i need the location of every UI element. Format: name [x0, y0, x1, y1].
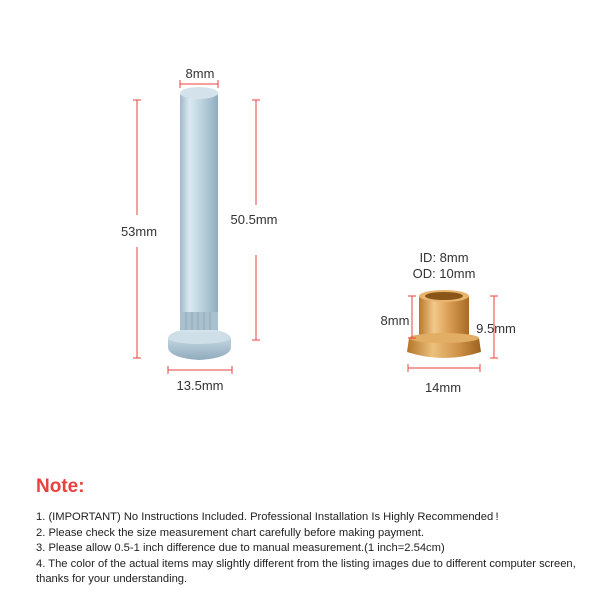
pin-shank-length-label: 50.5mm [230, 212, 278, 227]
bushing-flange-diameter-dimension [408, 364, 480, 395]
pin-total-length-label: 53mm [120, 224, 158, 239]
notes-title: Note: [36, 476, 85, 497]
bushing-flange-diameter-label: 14mm [424, 380, 462, 395]
bushing-outer-diameter-label: OD: 10mm [412, 266, 476, 281]
note-item-2: 2. Please check the size measurement chart carefully before making payment. [36, 526, 425, 539]
note-item-1: 1. (IMPORTANT) No Instructions Included. Professional Installation Is Highly Recommended ! [36, 511, 499, 523]
note-item-3: 3. Please allow 0.5-1 inch difference due to manual measurement.(1 inch=2.54cm) [36, 542, 445, 554]
bushing-total-height-label: 9.5mm [476, 321, 516, 336]
note-item-4: 4. The color of the actual items may slightly different from the listing images due to different computer screen, thanks for your understanding. [36, 557, 576, 585]
pin-head-diameter-label: 13.5mm [176, 378, 224, 393]
bushing-inner-diameter-label: ID: 8mm [419, 250, 469, 265]
pin-illustration [168, 87, 231, 360]
pin-shank-length-dimension [231, 100, 278, 340]
pin-width-label: 8mm [185, 66, 215, 81]
bushing-illustration [407, 290, 481, 358]
bushing-total-height-dimension [476, 296, 516, 358]
pin-head-diameter-dimension [168, 366, 232, 393]
notes-section [36, 476, 592, 588]
bushing-shank-height-dimension [381, 296, 416, 338]
pin-width-dimension [180, 66, 218, 88]
pin-total-length-dimension [121, 100, 157, 358]
bushing-shank-height-label: 8mm [380, 313, 410, 328]
